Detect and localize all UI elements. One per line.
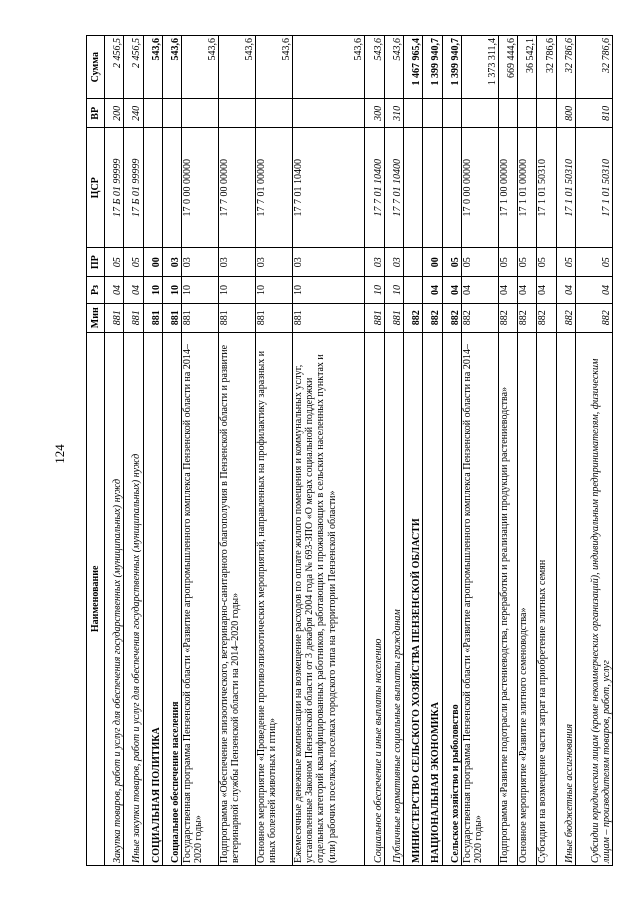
cell-csr: 17 0 00 00000 — [461, 128, 498, 248]
cell-rz: 04 — [124, 277, 143, 304]
cell-pr: 05 — [124, 248, 143, 277]
cell-rz: 04 — [556, 277, 575, 304]
cell-pr: 05 — [575, 248, 612, 277]
cell-min: 881 — [124, 303, 143, 332]
cell-name: Социальное обеспечение и иные выплаты населению — [365, 332, 384, 865]
cell-pr: 05 — [105, 248, 124, 277]
cell-csr: 17 1 01 50310 — [556, 128, 575, 248]
cell-vr — [498, 99, 517, 128]
cell-vr — [256, 99, 293, 128]
cell-min: 881 — [162, 303, 181, 332]
cell-rz: 04 — [105, 277, 124, 304]
cell-name: Социальное обеспечение населения — [162, 332, 181, 865]
table-row — [461, 36, 498, 866]
cell-pr: 05 — [498, 248, 517, 277]
table-header-row — [87, 36, 105, 866]
cell-pr: 05 — [442, 248, 461, 277]
cell-csr — [442, 128, 461, 248]
cell-rz: 10 — [219, 277, 256, 304]
cell-name: СОЦИАЛЬНАЯ ПОЛИТИКА — [143, 332, 162, 865]
cell-vr: 300 — [365, 99, 384, 128]
table-row — [556, 36, 575, 866]
cell-min: 882 — [423, 303, 442, 332]
cell-pr: 03 — [219, 248, 256, 277]
cell-sum: 543,6 — [256, 36, 293, 99]
cell-sum: 543,6 — [293, 36, 365, 99]
cell-min: 882 — [461, 303, 498, 332]
cell-name: Субсидии на возмещение части затрат на приобретение элитных семян — [537, 332, 556, 865]
cell-rz: 04 — [423, 277, 442, 304]
cell-min: 882 — [518, 303, 537, 332]
cell-csr — [404, 128, 423, 248]
table-body — [105, 36, 613, 866]
cell-min: 881 — [256, 303, 293, 332]
cell-sum: 2 456,5 — [124, 36, 143, 99]
cell-name: Государственная программа Пензенской области «Развитие агропромышленного комплекса Пензенской области на 2014–2020 годы» — [182, 332, 219, 865]
cell-rz: 10 — [293, 277, 365, 304]
cell-vr — [518, 99, 537, 128]
cell-vr — [162, 99, 181, 128]
cell-sum: 1 373 311,4 — [461, 36, 498, 99]
cell-pr: 03 — [293, 248, 365, 277]
cell-csr: 17 7 01 10400 — [365, 128, 384, 248]
table-row — [182, 36, 219, 866]
table-row — [404, 36, 423, 866]
cell-sum: 1 399 940,7 — [442, 36, 461, 99]
header-vr: ВР — [87, 99, 105, 128]
cell-name: Ежемесячные денежные компенсации на возмещение расходов по оплате жилого помещения и коммунальных услуг, установленные Законом Пензенской области от 3 декабря 2004 года № 693-ЗПО «О мерах социальной поддержки отдельных категорий квалифицированных работников, работающих и проживающих в сельских населенных пунктах и (или) рабочих поселках, поселках городского типа на территории Пензенской области» — [293, 332, 365, 865]
cell-csr: 17 Б 01 99999 — [105, 128, 124, 248]
cell-sum: 543,6 — [162, 36, 181, 99]
cell-name: Иные бюджетные ассигнования — [556, 332, 575, 865]
cell-vr: 200 — [105, 99, 124, 128]
cell-min: 881 — [105, 303, 124, 332]
cell-min: 882 — [537, 303, 556, 332]
cell-min: 882 — [556, 303, 575, 332]
table-row — [537, 36, 556, 866]
cell-name: Основное мероприятие «Развитие элитного семеноводства» — [518, 332, 537, 865]
cell-vr — [442, 99, 461, 128]
cell-name: Иные закупки товаров, работ и услуг для обеспечения государственных (муниципальных) нужд — [124, 332, 143, 865]
cell-rz: 04 — [461, 277, 498, 304]
cell-pr: 00 — [423, 248, 442, 277]
cell-min: 881 — [365, 303, 384, 332]
cell-pr: 03 — [256, 248, 293, 277]
cell-pr: 03 — [365, 248, 384, 277]
page-number: 124 — [52, 444, 67, 464]
table-row — [365, 36, 384, 866]
cell-pr: 03 — [384, 248, 403, 277]
cell-sum: 32 786,6 — [537, 36, 556, 99]
cell-vr — [461, 99, 498, 128]
header-csr: ЦСР — [87, 128, 105, 248]
cell-name: Закупка товаров, работ и услуг для обеспечения государственных (муниципальных) нужд — [105, 332, 124, 865]
cell-pr: 03 — [162, 248, 181, 277]
cell-csr: 17 7 01 10400 — [384, 128, 403, 248]
cell-name: Субсидии юридическим лицам (кроме некоммерческих организаций), индивидуальным предпринимателям, физическим лицам – производителям товаров, работ, услуг — [575, 332, 612, 865]
cell-pr: 05 — [537, 248, 556, 277]
cell-min: 882 — [442, 303, 461, 332]
cell-csr: 17 0 00 00000 — [182, 128, 219, 248]
cell-csr: 17 1 00 00000 — [498, 128, 517, 248]
cell-rz: 10 — [143, 277, 162, 304]
table-row — [423, 36, 442, 866]
cell-csr — [162, 128, 181, 248]
cell-sum: 669 444,6 — [498, 36, 517, 99]
cell-min: 881 — [384, 303, 403, 332]
table-row — [575, 36, 612, 866]
header-name: Наименование — [87, 332, 105, 865]
cell-sum: 543,6 — [143, 36, 162, 99]
cell-vr — [404, 99, 423, 128]
cell-pr — [404, 248, 423, 277]
table-row — [442, 36, 461, 866]
cell-min: 882 — [404, 303, 423, 332]
cell-rz: 10 — [384, 277, 403, 304]
cell-pr: 03 — [182, 248, 219, 277]
cell-vr — [423, 99, 442, 128]
table-row — [498, 36, 517, 866]
table-row — [219, 36, 256, 866]
table-row — [105, 36, 124, 866]
cell-name: НАЦИОНАЛЬНАЯ ЭКОНОМИКА — [423, 332, 442, 865]
cell-vr: 310 — [384, 99, 403, 128]
cell-sum: 543,6 — [219, 36, 256, 99]
cell-pr: 05 — [556, 248, 575, 277]
cell-rz — [404, 277, 423, 304]
cell-sum: 2 456,5 — [105, 36, 124, 99]
cell-min: 882 — [498, 303, 517, 332]
cell-rz: 10 — [182, 277, 219, 304]
cell-sum: 1 467 965,4 — [404, 36, 423, 99]
cell-min: 882 — [575, 303, 612, 332]
cell-vr: 800 — [556, 99, 575, 128]
cell-sum: 32 786,6 — [575, 36, 612, 99]
table-row — [384, 36, 403, 866]
cell-vr — [219, 99, 256, 128]
cell-sum: 543,6 — [365, 36, 384, 99]
cell-rz: 10 — [162, 277, 181, 304]
cell-rz: 04 — [498, 277, 517, 304]
cell-min: 881 — [293, 303, 365, 332]
cell-vr — [182, 99, 219, 128]
header-sum: Сумма — [87, 36, 105, 99]
cell-csr: 17 1 01 50310 — [575, 128, 612, 248]
cell-min: 881 — [219, 303, 256, 332]
table-row — [293, 36, 365, 866]
cell-rz: 04 — [537, 277, 556, 304]
cell-pr: 00 — [143, 248, 162, 277]
cell-csr: 17 7 00 00000 — [219, 128, 256, 248]
table-row — [124, 36, 143, 866]
cell-name: МИНИСТЕРСТВО СЕЛЬСКОГО ХОЗЯЙСТВА ПЕНЗЕНСКОЙ ОБЛАСТИ — [404, 332, 423, 865]
rotated-table-container — [86, 35, 613, 866]
cell-vr: 240 — [124, 99, 143, 128]
cell-vr: 810 — [575, 99, 612, 128]
cell-min: 881 — [143, 303, 162, 332]
cell-csr: 17 1 01 50310 — [537, 128, 556, 248]
table-row — [162, 36, 181, 866]
table-row — [256, 36, 293, 866]
cell-rz: 04 — [575, 277, 612, 304]
cell-vr — [537, 99, 556, 128]
cell-rz: 04 — [442, 277, 461, 304]
header-rz: Рз — [87, 277, 105, 304]
cell-csr — [423, 128, 442, 248]
cell-name: Сельское хозяйство и рыболовство — [442, 332, 461, 865]
budget-table — [86, 35, 613, 866]
cell-name: Подпрограмма «Развитие подотрасли растениеводства, переработки и реализации продукции растениеводства» — [498, 332, 517, 865]
header-min: Мин — [87, 303, 105, 332]
cell-sum: 32 786,6 — [556, 36, 575, 99]
cell-csr: 17 7 01 00000 — [256, 128, 293, 248]
cell-vr — [293, 99, 365, 128]
cell-sum: 543,6 — [384, 36, 403, 99]
cell-min: 881 — [182, 303, 219, 332]
cell-name: Государственная программа Пензенской области «Развитие агропромышленного комплекса Пензенской области на 2014–2020 годы» — [461, 332, 498, 865]
cell-name: Подпрограмма «Обеспечение эпизоотического, ветеринарно-санитарного благополучия в Пензенской области и развитие ветеринарной службы Пензенской области на 2014–2020 годы» — [219, 332, 256, 865]
cell-sum: 543,6 — [182, 36, 219, 99]
cell-name: Публичные нормативные социальные выплаты гражданам — [384, 332, 403, 865]
header-pr: ПР — [87, 248, 105, 277]
table-row — [518, 36, 537, 866]
cell-rz: 10 — [365, 277, 384, 304]
cell-csr: 17 1 01 00000 — [518, 128, 537, 248]
cell-vr — [143, 99, 162, 128]
cell-rz: 04 — [518, 277, 537, 304]
cell-csr: 17 Б 01 99999 — [124, 128, 143, 248]
cell-pr: 05 — [461, 248, 498, 277]
table-row — [143, 36, 162, 866]
cell-pr: 05 — [518, 248, 537, 277]
cell-sum: 1 399 940,7 — [423, 36, 442, 99]
cell-csr: 17 7 01 10400 — [293, 128, 365, 248]
cell-rz: 10 — [256, 277, 293, 304]
cell-sum: 36 542,1 — [518, 36, 537, 99]
cell-csr — [143, 128, 162, 248]
cell-name: Основное мероприятие «Проведение противоэпизоотических мероприятий, направленных на профилактику заразных и иных болезней животных и птиц» — [256, 332, 293, 865]
